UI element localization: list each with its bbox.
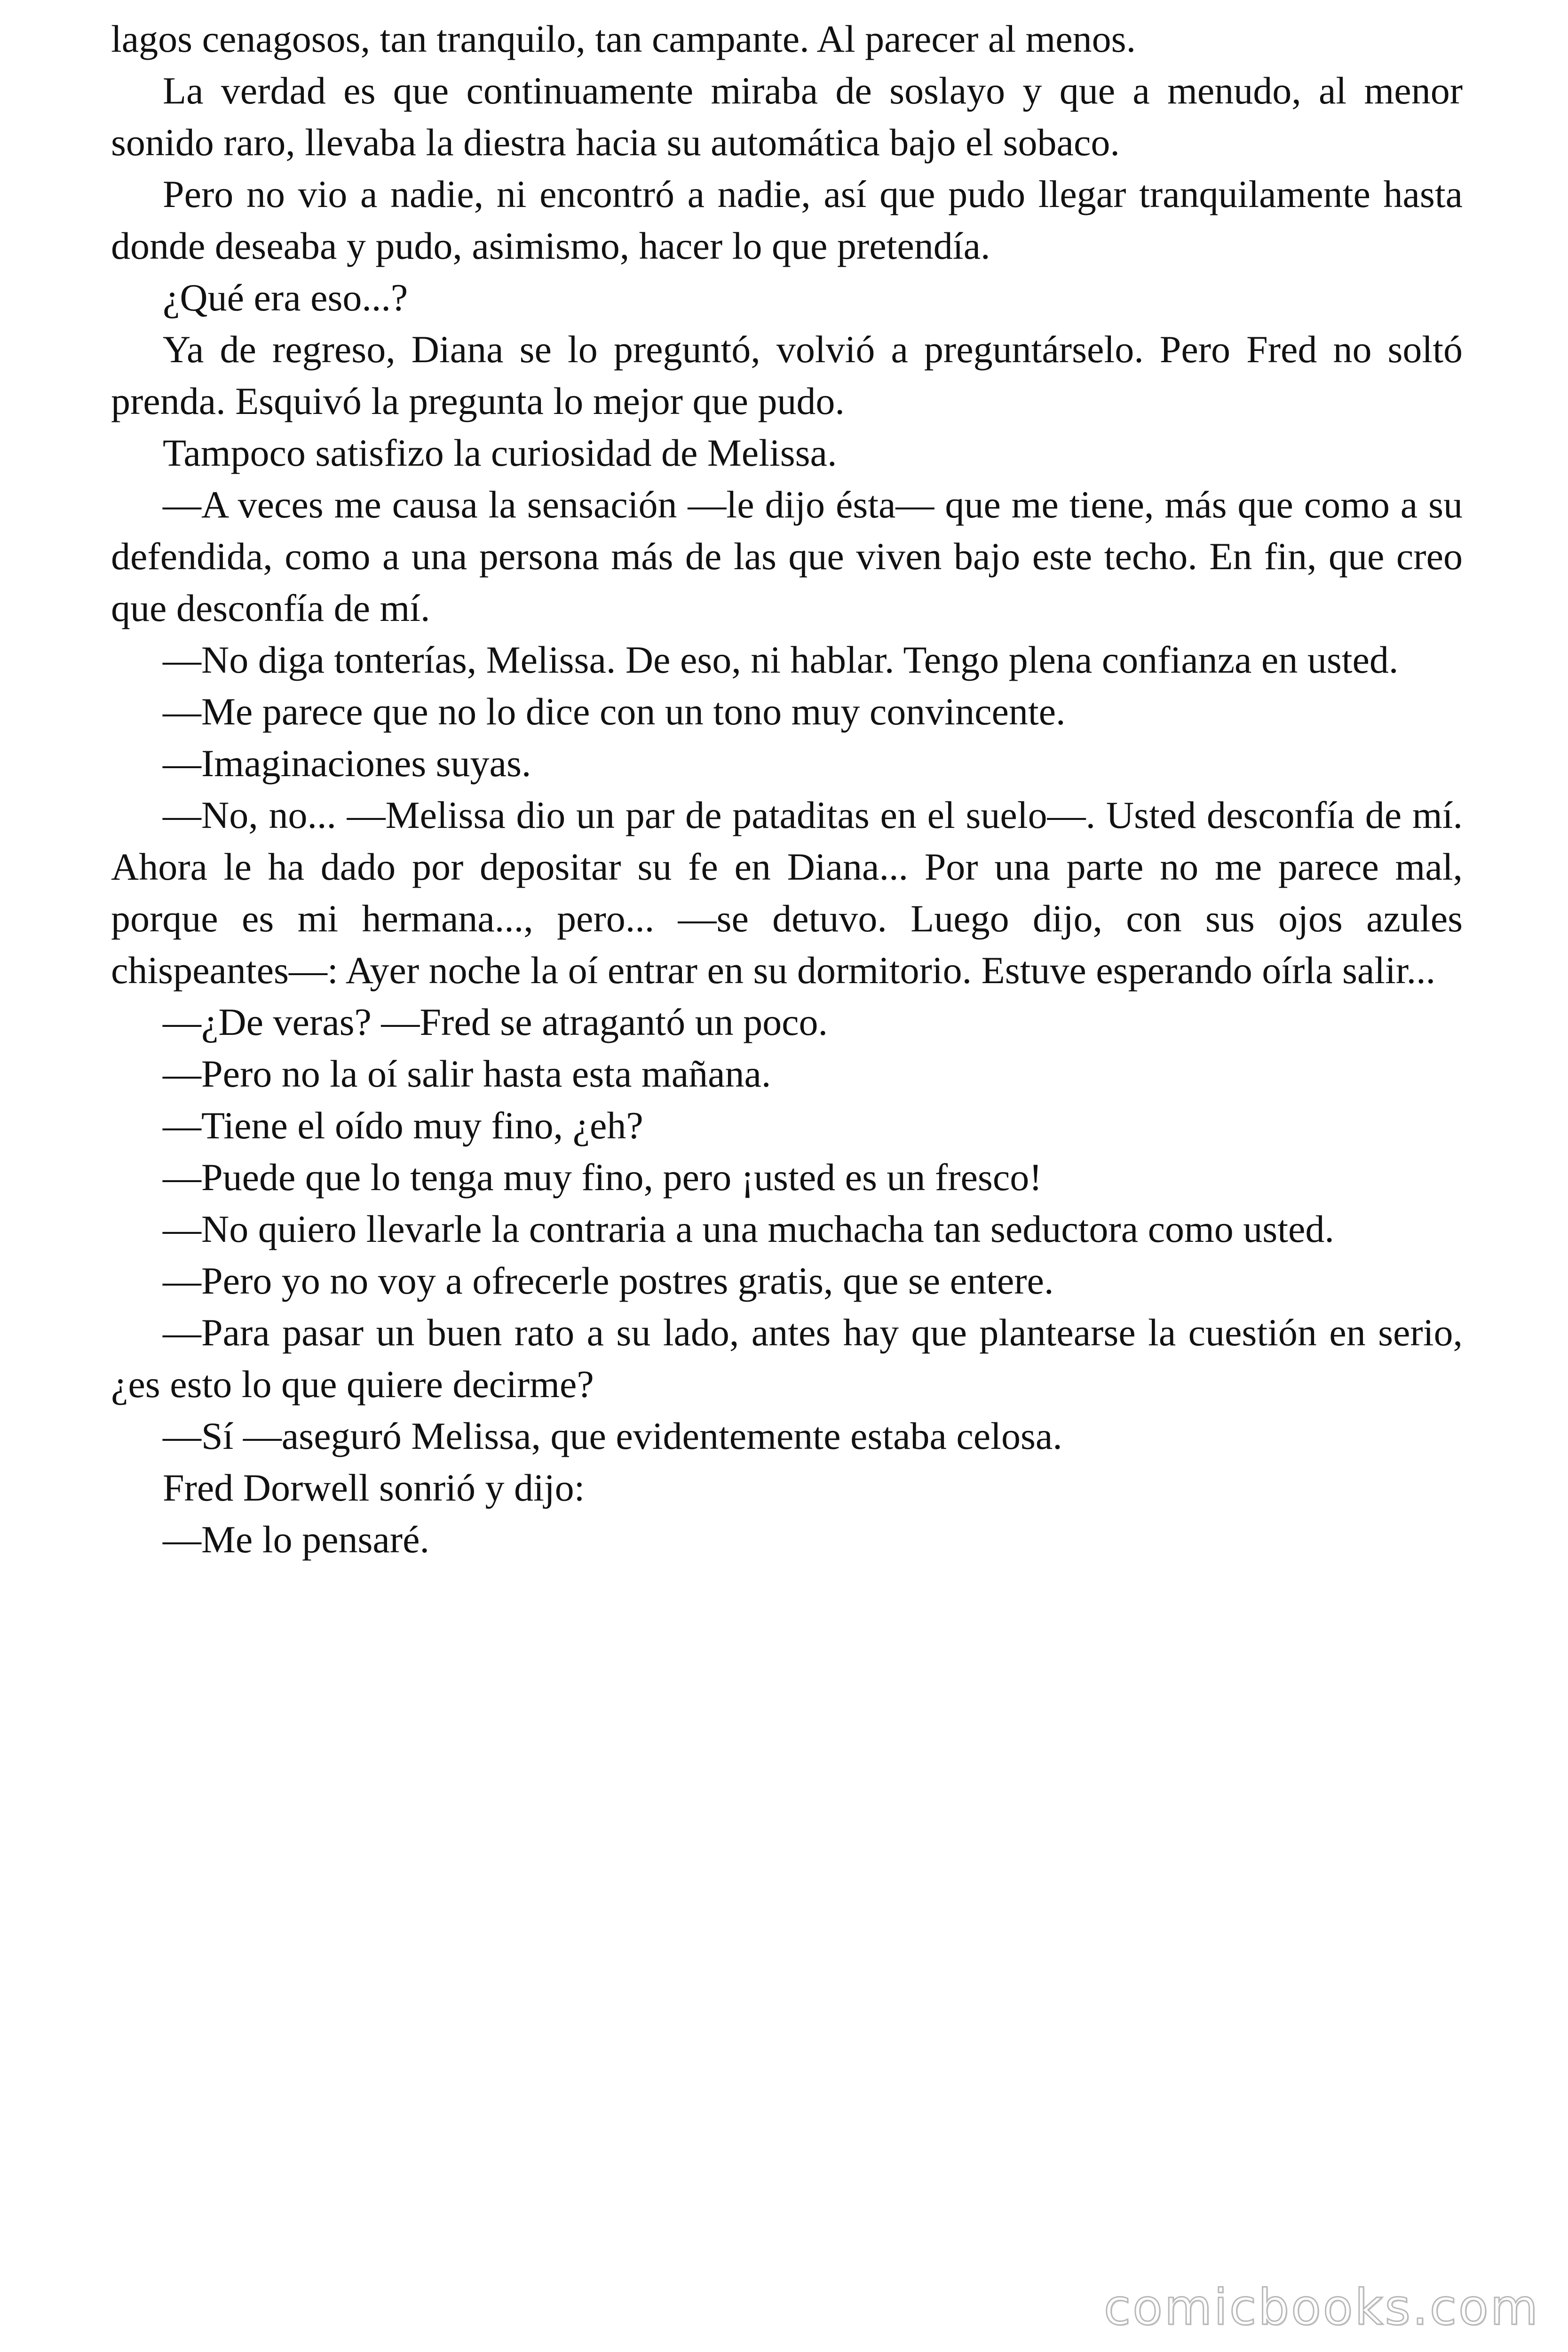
body-text [111, 13, 1463, 1565]
watermark: comicbooks.com [1103, 2279, 1540, 2336]
paragraph: ¿Qué era eso...? [163, 276, 408, 319]
paragraph: —Pero yo no voy a ofrecerle postres gratis, que se entere. [163, 1259, 1054, 1302]
paragraph: —No quiero llevarle la contraria a una muchacha tan seductora como usted. [163, 1208, 1334, 1250]
paragraph: —No diga tonterías, Melissa. De eso, ni hablar. Tengo plena confianza en usted. [163, 638, 1399, 681]
paragraph: —A veces me causa la sensación —le dijo ésta— que me tiene, más que como a su defendida, como a una persona más de las que viven bajo este techo. En fin, que creo que desconfía de mí. [111, 483, 1463, 629]
paragraph: —Puede que lo tenga muy fino, pero ¡usted es un fresco! [163, 1156, 1042, 1199]
paragraph: —¿De veras? —Fred se atragantó un poco. [163, 1001, 828, 1043]
paragraph: Tampoco satisfizo la curiosidad de Melissa. [163, 431, 837, 474]
paragraph: —No, no... —Melissa dio un par de pataditas en el suelo—. Usted desconfía de mí. Ahora le ha dado por depositar su fe en Diana... Por una parte no me parece mal, porque es mi hermana..., pero... —se detuvo. Luego dijo, con sus ojos azules chispeantes—: Ayer noche la oí entrar en su dormitorio. Estuve esperando oírla salir... [111, 794, 1463, 992]
paragraph: —Tiene el oído muy fino, ¿eh? [163, 1104, 643, 1147]
paragraph: —Me parece que no lo dice con un tono muy convincente. [163, 690, 1066, 733]
paragraph: —Para pasar un buen rato a su lado, antes hay que plantearse la cuestión en serio, ¿es esto lo que quiere decirme? [111, 1311, 1463, 1406]
paragraph: —Sí —aseguró Melissa, que evidentemente estaba celosa. [163, 1414, 1062, 1457]
paragraph: —Me lo pensaré. [163, 1518, 429, 1561]
paragraph: La verdad es que continuamente miraba de soslayo y que a menudo, al menor sonido raro, llevaba la diestra hacia su automática bajo el sobaco. [111, 69, 1463, 164]
paragraph: Fred Dorwell sonrió y dijo: [163, 1466, 585, 1509]
paragraph: —Pero no la oí salir hasta esta mañana. [163, 1052, 771, 1095]
paragraph: Pero no vio a nadie, ni encontró a nadie, así que pudo llegar tranquilamente hasta donde deseaba y pudo, asimismo, hacer lo que pretendía. [111, 173, 1463, 267]
paragraph: lagos cenagosos, tan tranquilo, tan campante. Al parecer al menos. [111, 17, 1136, 60]
paragraph: Ya de regreso, Diana se lo preguntó, volvió a preguntárselo. Pero Fred no soltó prenda. Esquivó la pregunta lo mejor que pudo. [111, 328, 1463, 422]
paragraph: —Imaginaciones suyas. [163, 742, 531, 785]
